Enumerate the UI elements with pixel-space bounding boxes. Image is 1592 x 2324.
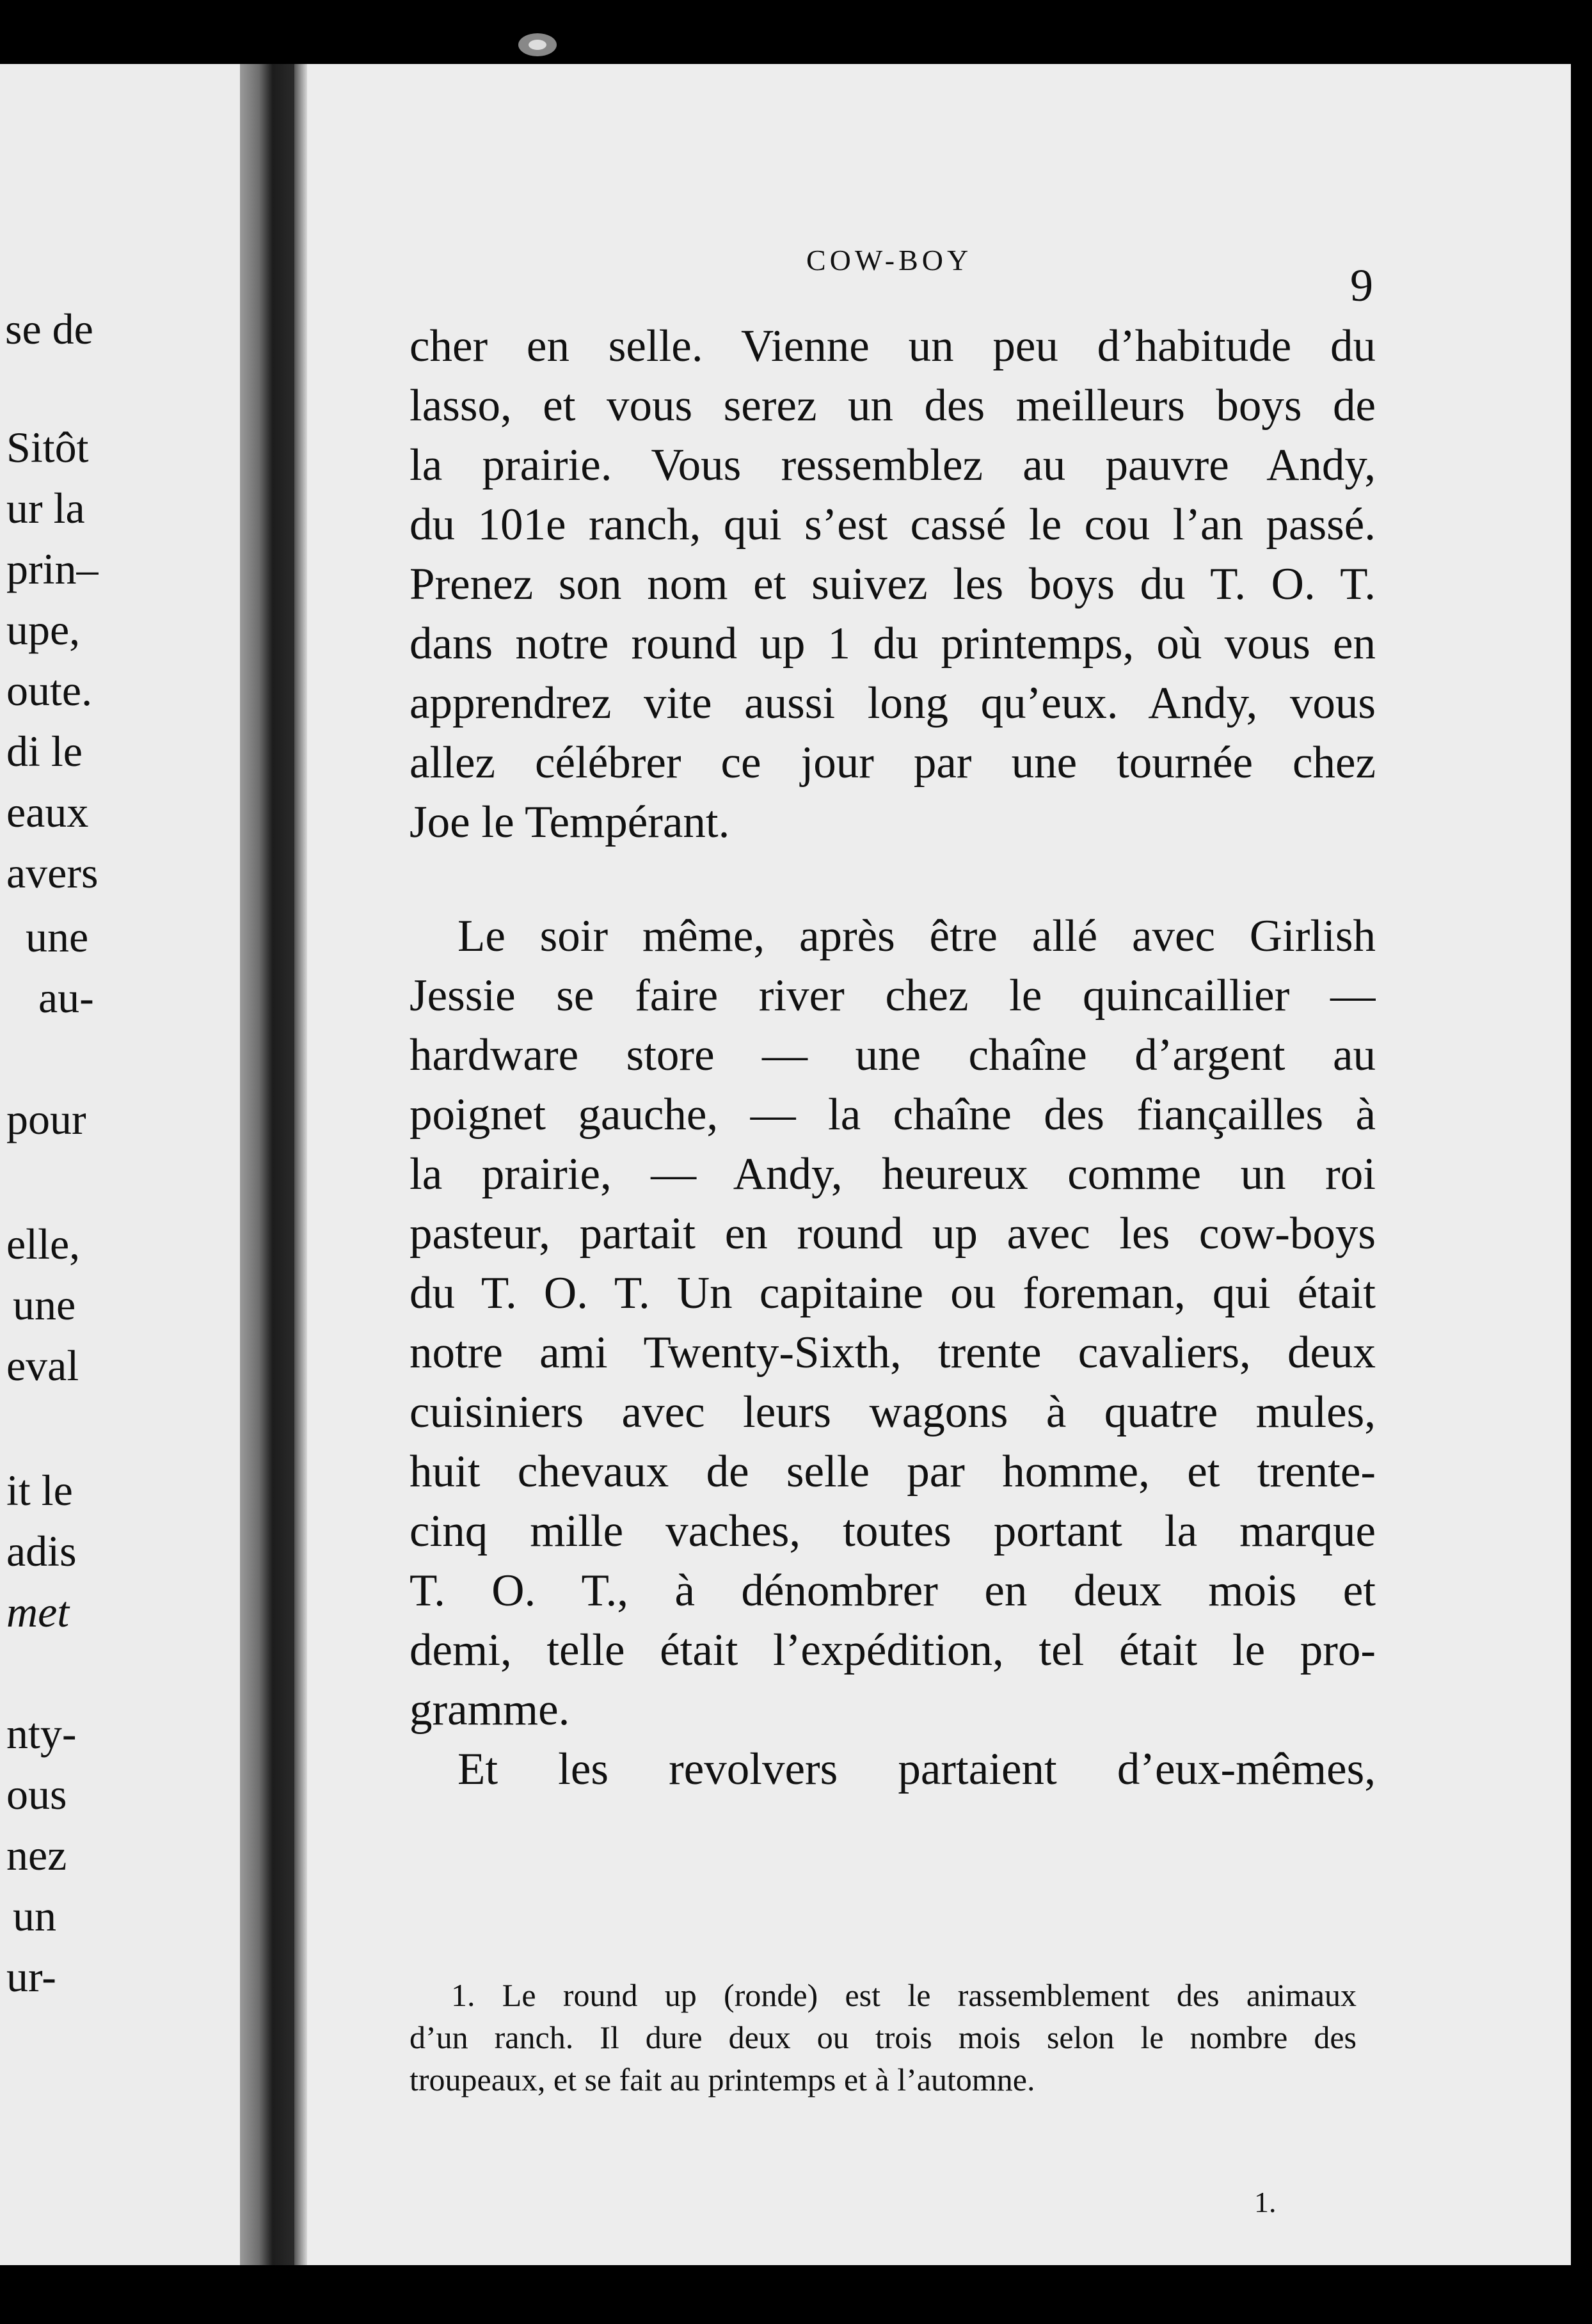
- text-line: cinq mille vaches, toutes portant la marque: [410, 1506, 1376, 1556]
- text-line: du 101e ranch, qui s’est cassé le cou l’an passé.: [410, 500, 1376, 550]
- left-fragment: upe,: [6, 605, 81, 654]
- left-fragment: un: [13, 1891, 56, 1940]
- left-fragment: met: [6, 1588, 70, 1636]
- left-fragment: ous: [6, 1770, 67, 1819]
- text-line: apprendrez vite aussi long qu’eux. Andy, vous: [410, 678, 1376, 728]
- left-fragment: nez: [6, 1831, 67, 1879]
- text-line: dans notre round up 1 du printemps, où vous en: [410, 619, 1376, 669]
- paragraph-gap: [410, 852, 1376, 907]
- left-fragment: oute.: [6, 666, 93, 715]
- left-fragment: ur la: [6, 484, 85, 532]
- text-line: cuisiniers avec leurs wagons à quatre mules,: [410, 1387, 1376, 1437]
- left-fragment: eaux: [6, 788, 89, 836]
- footnote-line: 1. Le round up (ronde) est le rassemblement des animaux: [451, 1977, 1357, 2013]
- text-line: Le soir même, après être allé avec Girlish: [458, 911, 1376, 961]
- footnote-line: d’un ranch. Il dure deux ou trois mois selon le nombre des: [410, 2019, 1357, 2055]
- left-fragment: avers: [6, 848, 99, 897]
- left-fragment: it le: [6, 1466, 73, 1515]
- ink-blot-mark: [512, 26, 563, 64]
- footnote-line: troupeaux, et se fait au printemps et à l’automne.: [410, 2062, 1035, 2097]
- left-fragment: di le: [6, 727, 83, 776]
- left-fragment: pour: [6, 1095, 86, 1143]
- right-page: [307, 64, 1571, 2265]
- left-page-fragment: [0, 64, 240, 2265]
- left-fragment: eval: [6, 1341, 79, 1390]
- text-line: du T. O. T. Un capitaine ou foreman, qui était: [410, 1268, 1376, 1318]
- text-line: la prairie. Vous ressemblez au pauvre Andy,: [410, 440, 1376, 490]
- left-fragment: adis: [6, 1527, 77, 1575]
- book-gutter: [240, 64, 294, 2265]
- text-line: hardware store — une chaîne d’argent au: [410, 1030, 1376, 1080]
- text-line: Prenez son nom et suivez les boys du T. O. T.: [410, 559, 1376, 609]
- left-fragment: prin–: [6, 545, 99, 593]
- running-head: COW-BOY: [806, 244, 973, 276]
- left-fragment: une: [13, 1280, 76, 1329]
- text-line: Et les revolvers partaient d’eux-mêmes,: [458, 1744, 1376, 1794]
- text-line: T. O. T., à dénombrer en deux mois et: [410, 1566, 1376, 1616]
- text-line: la prairie, — Andy, heureux comme un roi: [410, 1149, 1376, 1199]
- text-line: huit chevaux de selle par homme, et trente-: [410, 1447, 1376, 1497]
- text-line: Joe le Tempérant.: [410, 797, 730, 847]
- text-line: demi, telle était l’expédition, tel était le pro-: [410, 1625, 1376, 1675]
- text-line: pasteur, partait en round up avec les cow-boys: [410, 1209, 1376, 1259]
- text-line: cher en selle. Vienne un peu d’habitude du: [410, 321, 1376, 371]
- left-fragment: au-: [38, 973, 94, 1022]
- text-line: notre ami Twenty-Sixth, trente cavaliers, deux: [410, 1328, 1376, 1378]
- left-fragment: ur-: [6, 1952, 56, 2001]
- text-line: poignet gauche, — la chaîne des fiançailles à: [410, 1090, 1376, 1140]
- left-fragment: Sitôt: [6, 423, 89, 472]
- signature-mark: 1.: [1254, 2186, 1277, 2218]
- left-fragment: elle,: [6, 1220, 81, 1268]
- text-line: gramme.: [410, 1685, 570, 1735]
- text-line: allez célébrer ce jour par une tournée chez: [410, 738, 1376, 788]
- page-number: 9: [1350, 260, 1373, 311]
- body-text: [410, 317, 1376, 1799]
- gutter-shadow: [294, 64, 307, 2265]
- text-line: lasso, et vous serez un des meilleurs boys de: [410, 381, 1376, 431]
- text-line: Jessie se faire river chez le quincaillier —: [410, 971, 1376, 1021]
- left-fragment: nty-: [6, 1709, 77, 1758]
- left-fragment: se de: [5, 305, 93, 353]
- footnote: [410, 1974, 1357, 2101]
- left-fragment: une: [26, 912, 89, 961]
